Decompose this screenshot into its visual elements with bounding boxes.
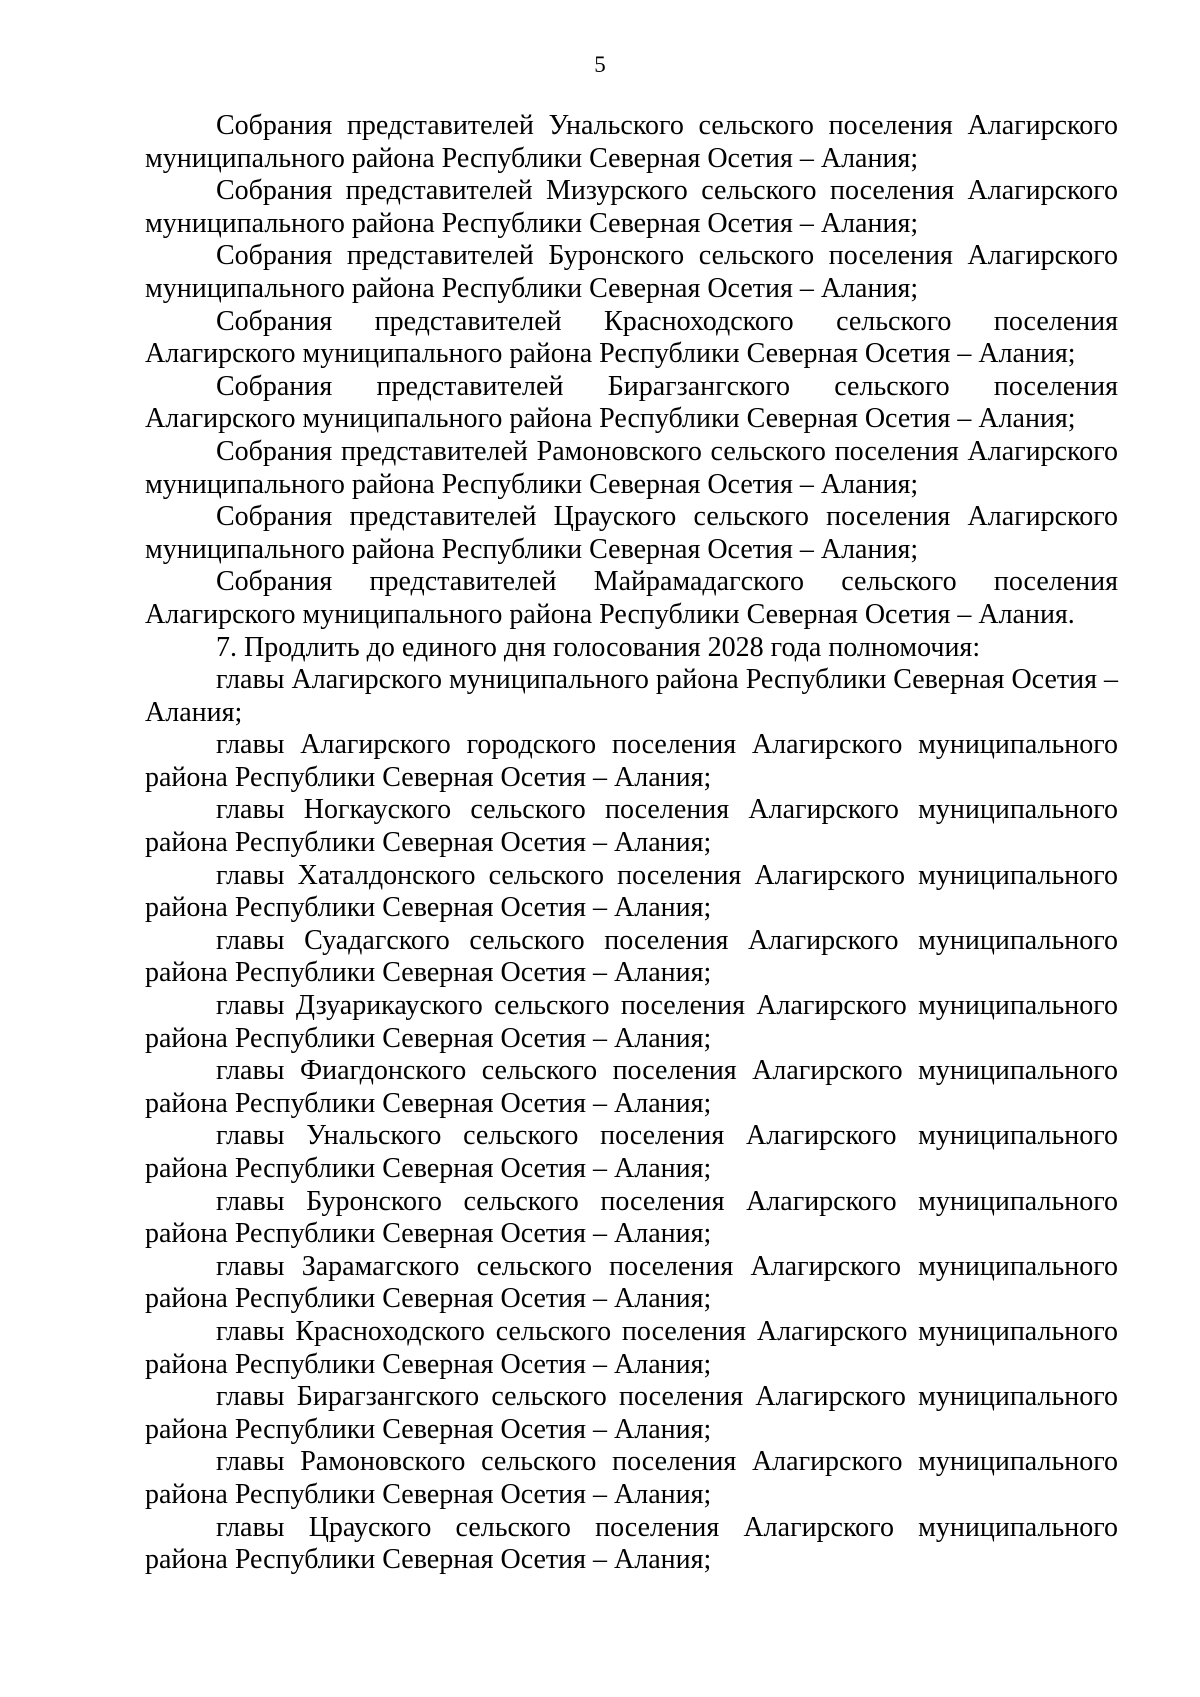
document-body bbox=[145, 110, 1118, 1577]
paragraph: главы Унальского сельского поселения Алагирского муниципального района Республики Северная Осетия – Алания; bbox=[145, 1120, 1118, 1184]
section-7-heading: 7. Продлить до единого дня голосования 2028 года полномочия: bbox=[216, 631, 981, 663]
paragraph: главы Красноходского сельского поселения Алагирского муниципального района Республики Северная Осетия – Алания; bbox=[145, 1315, 1118, 1380]
paragraph: главы Ногкауского сельского поселения Алагирского муниципального района Республики Северная Осетия – Алания; bbox=[145, 794, 1118, 859]
paragraph: Собрания представителей Буронского сельского поселения Алагирского муниципального района Республики Северная Осетия – Алания; bbox=[145, 240, 1118, 304]
paragraph: Собрания представителей Бирагзангского сельского поселения Алагирского муниципального района Республики Северная Осетия – Алания; bbox=[145, 370, 1118, 435]
page-number: 5 bbox=[594, 52, 606, 77]
paragraph: Собрания представителей Майрамадагского сельского поселения Алагирского муниципального района Республики Северная Осетия – Алания. bbox=[145, 566, 1118, 630]
paragraph: Собрания представителей Рамоновского сельского поселения Алагирского муниципального района Республики Северная Осетия – Алания; bbox=[145, 435, 1118, 500]
paragraph: главы Суадагского сельского поселения Алагирского муниципального района Республики Северная Осетия – Алания; bbox=[145, 924, 1118, 989]
paragraph: главы Хаталдонского сельского поселения Алагирского муниципального района Республики Северная Осетия – Алания; bbox=[145, 859, 1118, 924]
paragraph: Собрания представителей Црауского сельского поселения Алагирского муниципального района Республики Северная Осетия – Алания; bbox=[145, 501, 1118, 565]
paragraph: Собрания представителей Красноходского сельского поселения Алагирского муниципального района Республики Северная Осетия – Алания; bbox=[145, 305, 1118, 370]
paragraph: главы Зарамагского сельского поселения Алагирского муниципального района Республики Северная Осетия – Алания; bbox=[145, 1250, 1118, 1315]
paragraph: главы Дзуарикауского сельского поселения Алагирского муниципального района Республики Северная Осетия – Алания; bbox=[145, 990, 1118, 1054]
paragraph: Собрания представителей Унальского сельского поселения Алагирского муниципального района Республики Северная Осетия – Алания; bbox=[145, 110, 1118, 174]
paragraph: Собрания представителей Мизурского сельского поселения Алагирского муниципального района Республики Северная Осетия – Алания; bbox=[145, 175, 1118, 239]
paragraph: главы Бирагзангского сельского поселения Алагирского муниципального района Республики Северная Осетия – Алания; bbox=[145, 1381, 1118, 1445]
paragraph: главы Буронского сельского поселения Алагирского муниципального района Республики Северная Осетия – Алания; bbox=[145, 1185, 1118, 1250]
paragraph: главы Алагирского городского поселения Алагирского муниципального района Республики Северная Осетия – Алания; bbox=[145, 729, 1118, 793]
paragraph: главы Рамоновского сельского поселения Алагирского муниципального района Республики Северная Осетия – Алания; bbox=[145, 1446, 1118, 1510]
paragraph: главы Црауского сельского поселения Алагирского муниципального района Республики Северная Осетия – Алания; bbox=[145, 1511, 1118, 1576]
paragraph: главы Алагирского муниципального района Республики Северная Осетия – Алания; bbox=[145, 664, 1118, 728]
paragraph: главы Фиагдонского сельского поселения Алагирского муниципального района Республики Северная Осетия – Алания; bbox=[145, 1055, 1118, 1119]
